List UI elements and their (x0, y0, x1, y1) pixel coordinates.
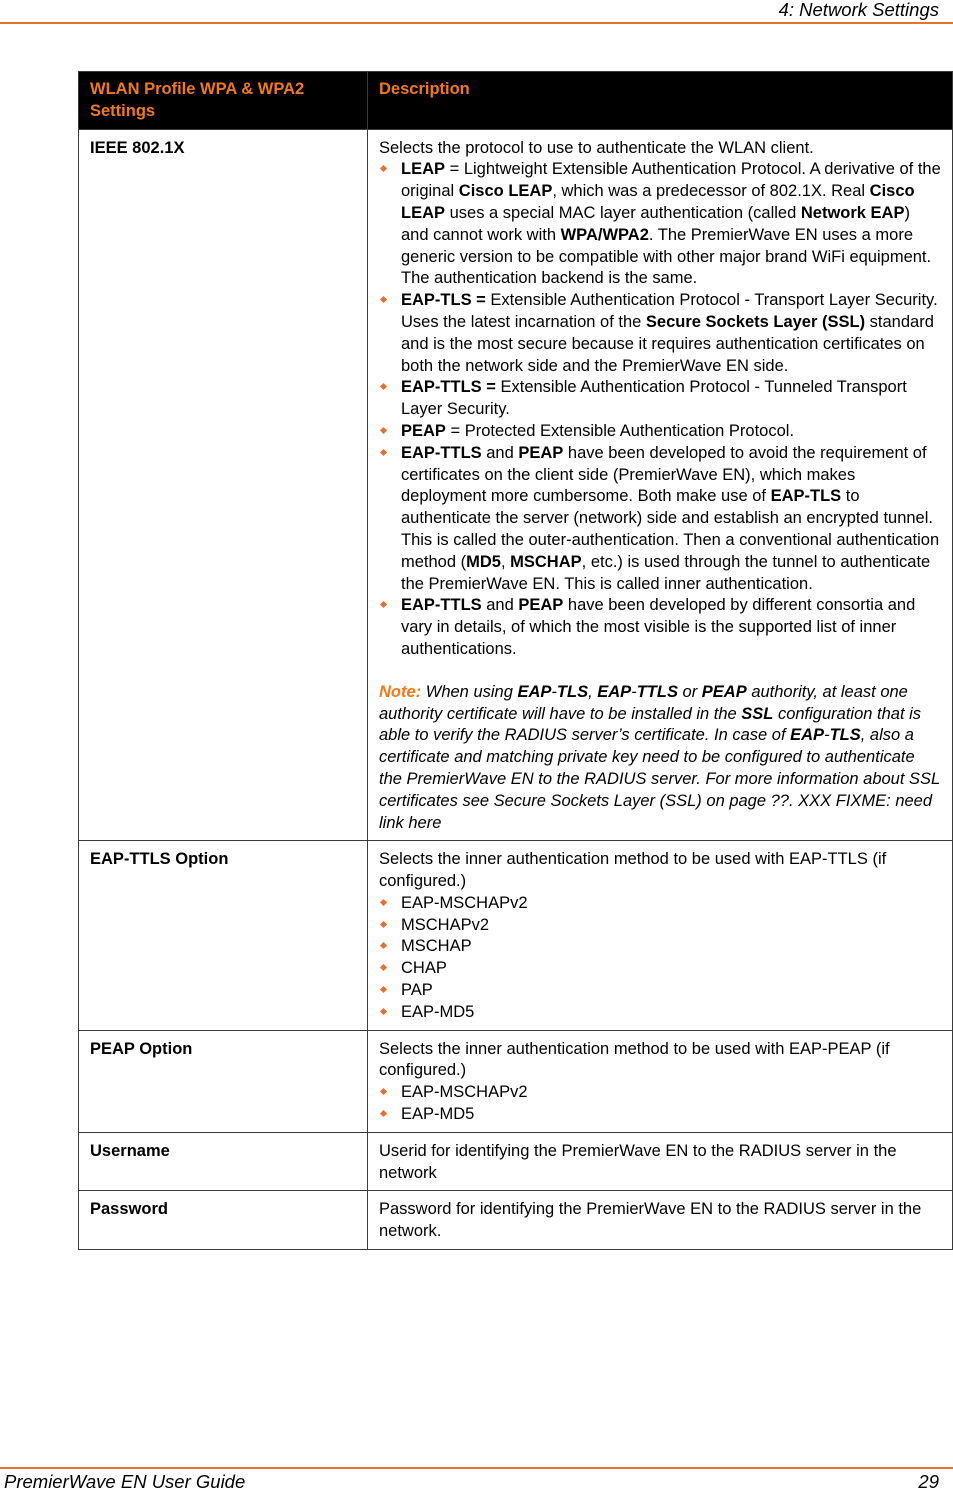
text-run: PAP (401, 981, 433, 1000)
bold-term: WPA/WPA2 (560, 225, 649, 244)
setting-name: Username (79, 1132, 368, 1191)
text-run: to authenticate the server (network) side and establish an encrypted tunnel. This is called the outer-authentication. Then a conventional authentication method ( (401, 487, 940, 571)
bold-term: EAP (517, 682, 552, 701)
bold-term: PEAP (401, 421, 446, 440)
diamond-bullet-icon (380, 942, 387, 949)
setting-description (368, 129, 953, 841)
diamond-bullet-icon (380, 165, 387, 172)
bold-term: SSL (741, 704, 774, 723)
text-run: - (631, 682, 637, 701)
footer-rule (0, 1467, 953, 1469)
column-header-description: Description (368, 72, 953, 130)
bold-term: Network EAP (800, 203, 905, 222)
setting-description (368, 1191, 953, 1250)
text-run: uses a special MAC layer authentication (called (445, 203, 801, 222)
setting-description (368, 1132, 953, 1191)
text-run: EAP-MSCHAPv2 (401, 1083, 528, 1102)
text-run: , also a certificate and matching private key need to be configured to authenticate the PremierWave EN to the RADIUS server. For more information about SSL certificates see Secure Sockets Layer (SSL) on page ??. XXX FIXME: need link here (379, 726, 940, 832)
bold-term: MSCHAP (510, 552, 582, 571)
list-item (379, 1082, 941, 1104)
bold-term: EAP-TTLS = (401, 378, 496, 397)
text-run: EAP-MSCHAPv2 (401, 893, 528, 912)
text-run: and (481, 596, 519, 615)
text-run: and (481, 443, 519, 462)
list-item (379, 980, 941, 1002)
list-item (379, 915, 941, 937)
setting-description (368, 841, 953, 1030)
text-run: Extensible Authentication Protocol - Transport Layer Security. Uses the latest incarnation of the (401, 291, 938, 331)
setting-name: PEAP Option (79, 1030, 368, 1132)
text-run: , (588, 682, 598, 701)
option-list (379, 893, 941, 1024)
text-run: . The PremierWave EN uses a more generic version to be compatible with other major brand WiFi equipment. The authentication backend is the same. (401, 225, 932, 288)
diamond-bullet-icon (380, 964, 387, 971)
text-run: CHAP (401, 959, 447, 978)
diamond-bullet-icon (380, 986, 387, 993)
page-header-title: 4: Network Settings (778, 0, 939, 20)
footer-guide-title: PremierWave EN User Guide (4, 1471, 246, 1492)
bold-term: EAP (790, 726, 825, 745)
note-paragraph (379, 682, 941, 835)
table-header-row (79, 72, 953, 130)
list-item (379, 958, 941, 980)
bold-term: EAP-TLS (770, 487, 842, 506)
text-run: = Protected Extensible Authentication Protocol. (445, 421, 795, 440)
text-run: , which was a predecessor of 802.1X. Real (552, 182, 870, 201)
bold-term: EAP-TTLS (401, 443, 482, 462)
column-header-setting: WLAN Profile WPA & WPA2 Settings (79, 72, 368, 130)
diamond-bullet-icon (380, 899, 387, 906)
list-item (379, 893, 941, 915)
table-row (79, 1030, 953, 1132)
diamond-bullet-icon (380, 601, 387, 608)
diamond-bullet-icon (380, 1110, 387, 1117)
list-item (379, 936, 941, 958)
bold-term: PEAP (518, 443, 564, 462)
text-run: - (824, 726, 830, 745)
diamond-bullet-icon (380, 383, 387, 390)
setting-description (368, 1030, 953, 1132)
bold-term: LEAP (401, 160, 446, 179)
list-item (379, 421, 941, 443)
description-intro: Userid for identifying the PremierWave EN to the RADIUS server in the network (379, 1141, 897, 1182)
text-run: standard and is the most secure because it requires authentication certificates on both the network side and the PremierWave EN side. (401, 312, 934, 375)
bold-term: PEAP (518, 596, 564, 615)
list-item (379, 159, 941, 290)
diamond-bullet-icon (380, 921, 387, 928)
text-run: EAP-MD5 (401, 1105, 475, 1124)
option-list (379, 1082, 941, 1126)
bold-term: EAP-TTLS (401, 596, 482, 615)
bold-term: Secure Sockets Layer (SSL) (645, 312, 866, 331)
list-item (379, 1104, 941, 1126)
bold-term: TTLS (636, 682, 678, 701)
list-item (379, 377, 941, 421)
footer-page-number: 29 (918, 1471, 939, 1492)
bold-term: EAP-TLS = (401, 291, 486, 310)
text-run: MSCHAPv2 (401, 915, 490, 934)
diamond-bullet-icon (380, 296, 387, 303)
text-run: , etc.) is used through the tunnel to authenticate the PremierWave EN. This is called inner authentication. (401, 552, 931, 593)
description-intro: Selects the protocol to use to authenticate the WLAN client. (379, 138, 814, 157)
text-run: MSCHAP (401, 937, 472, 956)
text-run: ) and cannot work with (401, 203, 910, 244)
text-run: = Lightweight Extensible Authentication Protocol. A derivative of the original (401, 160, 941, 201)
bold-term: MD5 (466, 552, 501, 571)
text-run: When using (421, 682, 518, 701)
table-row (79, 1191, 953, 1250)
table-row (79, 841, 953, 1030)
bold-term: EAP (597, 682, 632, 701)
text-run: - (551, 682, 557, 701)
text-run: have been developed to avoid the requirement of certificates on the client side (PremierWave EN), which makes deployment more cumbersome. Both make use of (401, 443, 927, 506)
text-run: Extensible Authentication Protocol - Tunneled Transport Layer Security. (401, 378, 907, 419)
description-intro: Selects the inner authentication method to be used with EAP-PEAP (if configured.) (379, 1039, 890, 1080)
text-run: , (500, 552, 511, 571)
setting-name: Password (79, 1191, 368, 1250)
bold-term: PEAP (701, 682, 747, 701)
table-row (79, 1132, 953, 1191)
bold-term: TLS (556, 682, 589, 701)
text-run: or (677, 682, 702, 701)
setting-name: IEEE 802.1X (79, 129, 368, 841)
bold-term: Cisco LEAP (401, 182, 915, 222)
text-run: have been developed by different consortia and vary in details, of which the most visible is the supported list of inner authentications. (401, 596, 916, 658)
description-intro: Selects the inner authentication method to be used with EAP-TTLS (if configured.) (379, 850, 887, 891)
list-item (379, 290, 941, 377)
bold-term: TLS (829, 726, 861, 745)
header-rule (0, 22, 953, 24)
bold-term: Cisco LEAP (458, 182, 553, 201)
text-run: authority, at least one authority certificate will have to be installed in the (379, 682, 908, 723)
text-run: configuration that is able to verify the RADIUS server’s certificate. In case of (379, 704, 922, 745)
note-label: Note: (379, 682, 422, 701)
wlan-settings-table (78, 71, 953, 1250)
setting-name: EAP-TTLS Option (79, 841, 368, 1030)
text-run: EAP-MD5 (401, 1002, 475, 1021)
list-item (379, 1002, 941, 1024)
diamond-bullet-icon (380, 449, 387, 456)
diamond-bullet-icon (380, 1088, 387, 1095)
diamond-bullet-icon (380, 427, 387, 434)
table-row (79, 129, 953, 841)
list-item (379, 595, 941, 660)
list-item (379, 443, 941, 596)
description-intro: Password for identifying the PremierWave EN to the RADIUS server in the network. (379, 1200, 922, 1241)
option-list (379, 159, 941, 660)
diamond-bullet-icon (380, 1008, 387, 1015)
